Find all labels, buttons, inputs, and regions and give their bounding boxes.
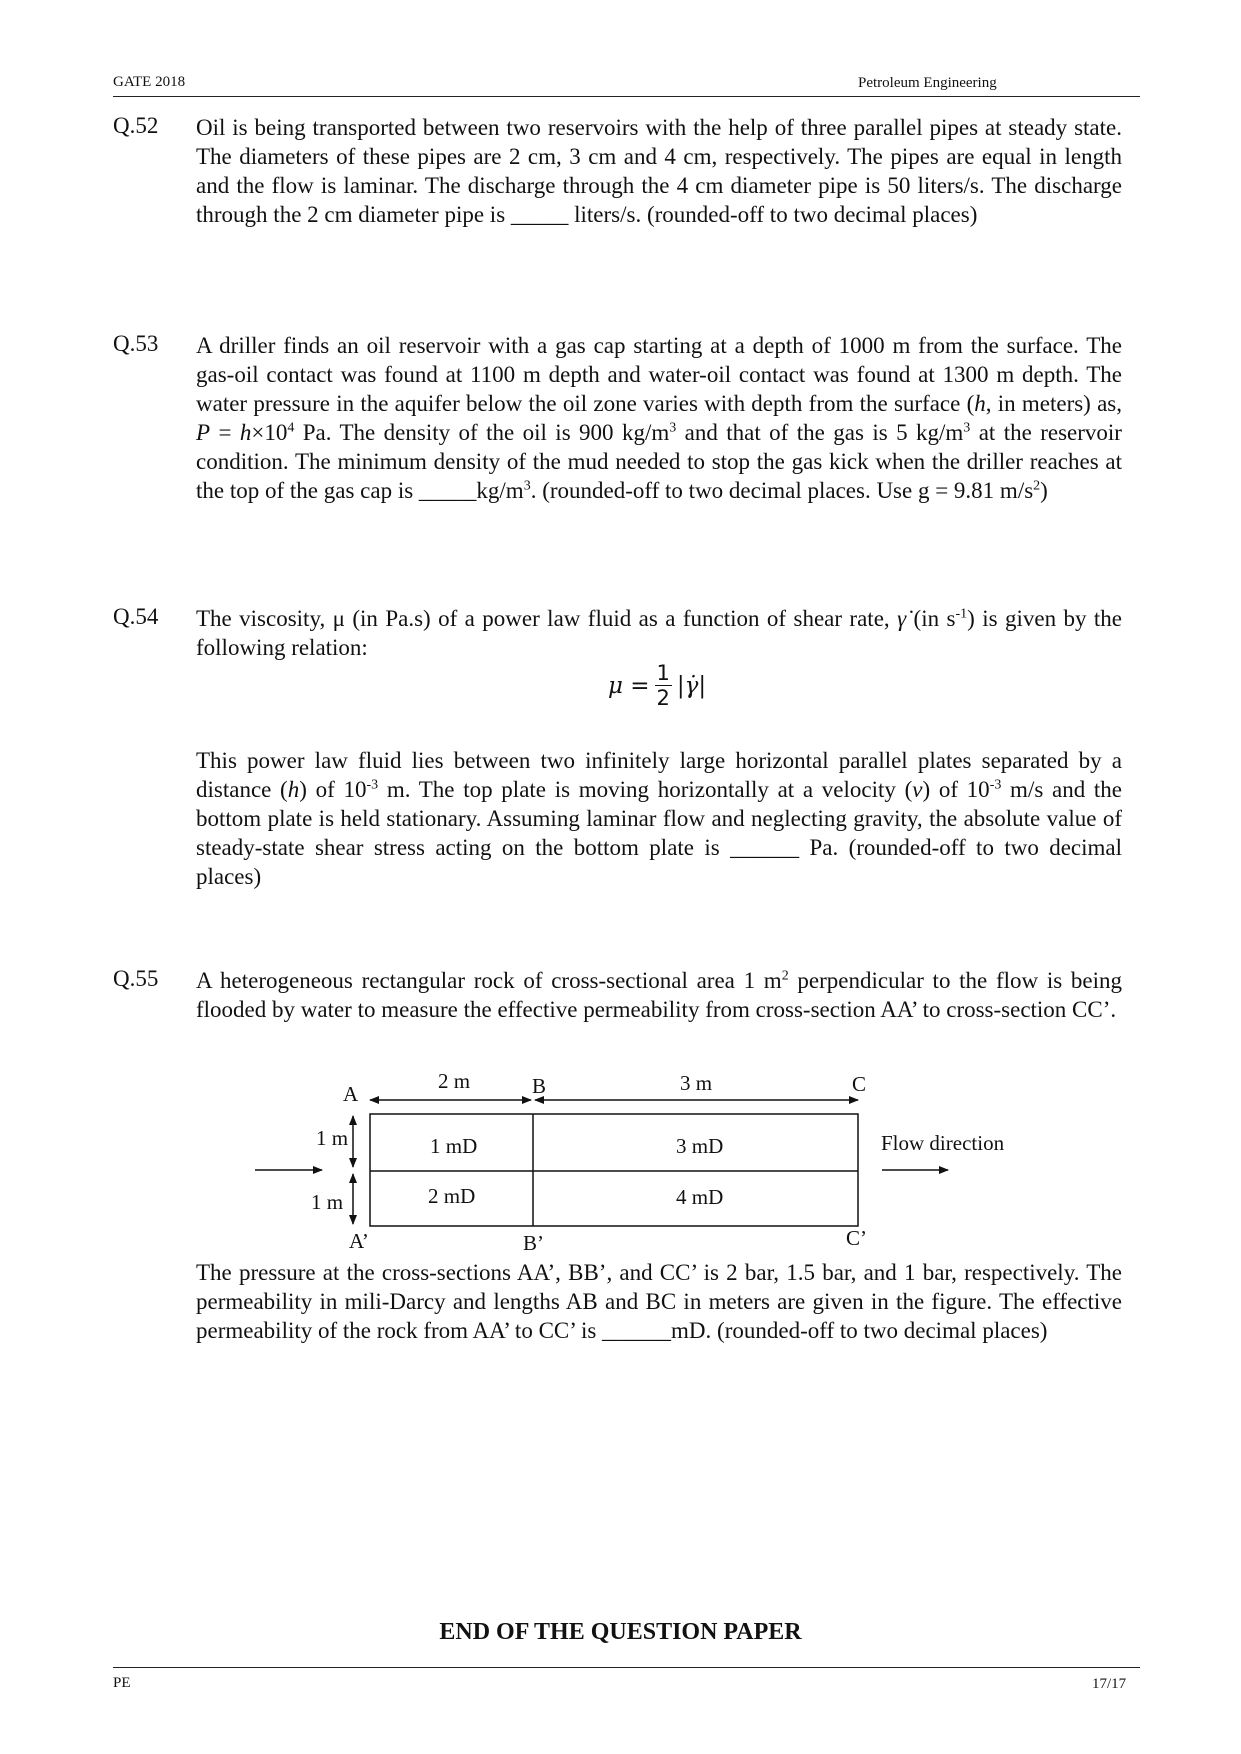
q52-paragraph: Oil is being transported between two reservoirs with the help of three parallel pipes at steady state. The diameters of these pipes are 2 cm, 3 cm and 4 cm, respectively. The pipes are equal in length and the flow is laminar. The discharge through the 4 cm diameter pipe is 50 liters/s. The discharge through the 2 cm diameter pipe is _____ liters/s. (rounded-off to two decimal places) — [196, 115, 1122, 227]
exam-title: GATE 2018 — [113, 74, 186, 90]
question-number-55: Q.55 — [113, 966, 159, 991]
length-bc-label: 3 m — [680, 1071, 713, 1095]
q55-paragraph-2: The pressure at the cross-sections AA’, BB’, and CC’ is 2 bar, 1.5 bar, and 1 bar, respectively. The permeability in mili-Darcy and lengths AB and BC in meters are given in the figure. The effective permeability of the rock from AA’ to CC’ is ______mD. (rounded-off to two decimal places) — [196, 1260, 1122, 1343]
label-c-prime: C’ — [846, 1226, 867, 1250]
perm-bottom-right: 4 mD — [676, 1185, 724, 1209]
rock-outline — [370, 1114, 858, 1226]
q55-paragraph-1: A heterogeneous rectangular rock of cross-sectional area 1 $m^2$ perpendicular to the flow is being flooded by water to measure the effective permeability from cross-section AA’ to cross-section CC’. — [196, 968, 1123, 1022]
label-a: A — [343, 1082, 359, 1106]
question-text-55-continued — [196, 1258, 1122, 1345]
paper-code: PE — [113, 1675, 131, 1691]
page-number: 17/17 — [1092, 1676, 1127, 1692]
label-c: C — [852, 1072, 867, 1096]
q53-paragraph: A driller finds an oil reservoir with a gas cap starting at a depth of 1000 m from the surface. The gas-oil contact was found at 1100 m depth and water-oil contact was found at 1300 m depth. The water pressure in the aquifer below the oil zone varies with depth from the surface (h, in meters) as, $P = h\times 10^4$ Pa. The density of the oil is 900 $kg/m^3$ and that of the gas is 5 $kg/m^3$ at the reservoir condition. The minimum density of the mud needed to stop the gas kick when the driller reaches at the top of the gas cap is $\_\_\_\_\_kg/m^3$. (rounded-off to two decimal places. Use g = 9.81 $m/s^2$) — [196, 333, 1122, 503]
q54-paragraph-2: This power law fluid lies between two infinitely large horizontal parallel plates separated by a distance (h) of $10^{-3}$ m. The top plate is moving horizontally at a velocity (v) of $10^{-3}$ m/s and the bottom plate is held stationary. Assuming laminar flow and neglecting gravity, the absolute value of steady-state shear stress acting on the bottom plate is ______ Pa. (rounded-off to two decimal places) — [196, 748, 1123, 889]
perm-top-right: 3 mD — [676, 1134, 724, 1158]
q54-paragraph-1: The viscosity, μ (in Pa.s) of a power law fluid as a function of shear rate, γ̇ (in $s^{-1}$) is given by the following relation: — [196, 606, 1122, 660]
subject-title: Petroleum Engineering — [858, 75, 997, 91]
perm-top-left: 1 mD — [430, 1134, 478, 1158]
height-top-label: 1 m — [316, 1126, 349, 1150]
equation-fraction: $\frac{1}{2}$ — [656, 661, 670, 710]
end-of-paper: END OF THE QUESTION PAPER — [439, 1619, 802, 1645]
label-b: B — [532, 1074, 547, 1098]
flow-direction-label: Flow direction — [881, 1131, 1005, 1155]
viscosity-equation: μ = $\frac{1}{2}$ |γ̇| — [608, 661, 707, 710]
label-a-prime: A’ — [349, 1229, 369, 1253]
question-number-54: Q.54 — [113, 604, 159, 629]
question-number-52: Q.52 — [113, 113, 159, 138]
perm-bottom-left: 2 mD — [428, 1184, 476, 1208]
height-bottom-label: 1 m — [311, 1190, 344, 1214]
footer-rule — [113, 1667, 1140, 1668]
question-number-53: Q.53 — [113, 331, 159, 356]
length-ab-label: 2 m — [438, 1069, 471, 1093]
label-b-prime: B’ — [523, 1231, 544, 1255]
